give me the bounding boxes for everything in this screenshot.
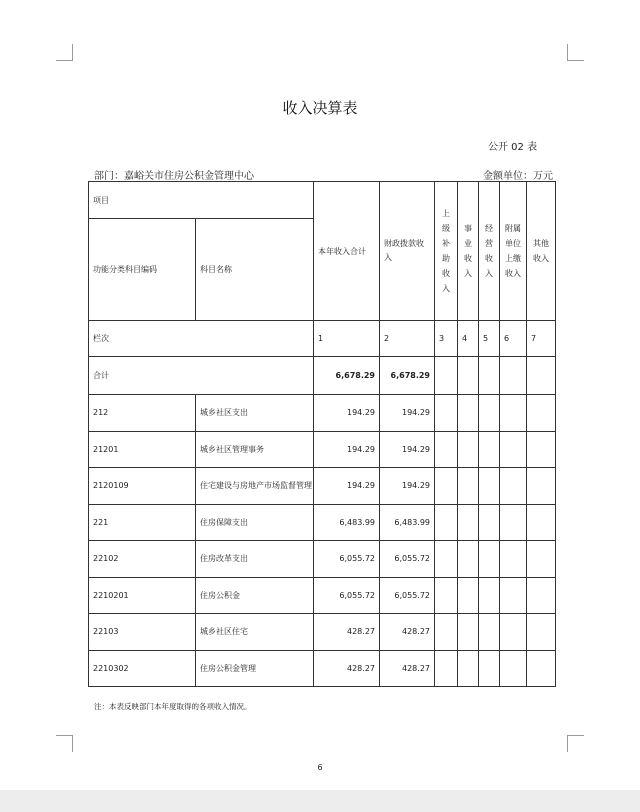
empty-cell [479, 577, 500, 614]
empty-cell [527, 650, 556, 687]
empty-cell [500, 504, 527, 541]
row-subject-name: 城乡社区支出 [196, 395, 314, 432]
total-row [89, 357, 556, 395]
table-note: 注：本表反映部门本年度取得的各项收入情况。 [94, 702, 252, 711]
row-subject-name: 城乡社区住宅 [196, 614, 314, 651]
empty-cell [527, 614, 556, 651]
crop-mark-bottom-left [56, 735, 73, 752]
empty-cell [479, 395, 500, 432]
header-item: 项目 [89, 182, 314, 219]
row-total-income: 194.29 [314, 468, 380, 505]
empty-cell [500, 577, 527, 614]
row-total-income: 194.29 [314, 431, 380, 468]
row-code: 21201 [89, 431, 196, 468]
row-total-income: 6,483.99 [314, 504, 380, 541]
index-col-7: 7 [527, 321, 556, 357]
empty-cell [527, 357, 556, 395]
empty-cell [458, 431, 479, 468]
empty-cell [479, 357, 500, 395]
crop-mark-bottom-right [567, 735, 584, 752]
empty-cell [435, 577, 458, 614]
empty-cell [479, 541, 500, 578]
empty-cell [527, 504, 556, 541]
row-subject-name: 城乡社区管理事务 [196, 431, 314, 468]
row-fiscal-income: 6,055.72 [380, 577, 435, 614]
empty-cell [458, 468, 479, 505]
header-func-code: 功能分类科目编码 [89, 219, 196, 321]
row-total-income: 6,055.72 [314, 541, 380, 578]
row-code: 2210302 [89, 650, 196, 687]
empty-cell [500, 541, 527, 578]
empty-cell [435, 614, 458, 651]
empty-cell [435, 650, 458, 687]
empty-cell [500, 431, 527, 468]
data-rows [89, 395, 556, 687]
row-fiscal-income: 194.29 [380, 468, 435, 505]
table-row [89, 650, 556, 687]
index-col-4: 4 [458, 321, 479, 357]
empty-cell [479, 431, 500, 468]
empty-cell [435, 468, 458, 505]
row-fiscal-income: 194.29 [380, 431, 435, 468]
department-label: 部门：嘉峪关市住房公积金管理中心 [94, 171, 254, 182]
row-total-income: 428.27 [314, 650, 380, 687]
empty-cell [500, 357, 527, 395]
index-col-2: 2 [380, 321, 435, 357]
row-code: 212 [89, 395, 196, 432]
empty-cell [458, 395, 479, 432]
header-operating: 经 营 收 入 [479, 182, 500, 321]
header-fiscal: 财政拨款收入 [380, 182, 435, 321]
index-col-1: 1 [314, 321, 380, 357]
header-other: 其他 收入 [527, 182, 556, 321]
header-affiliated: 附属 单位 上缴 收入 [500, 182, 527, 321]
header-business: 事 业 收 入 [458, 182, 479, 321]
row-fiscal-income: 6,483.99 [380, 504, 435, 541]
row-fiscal-income: 6,055.72 [380, 541, 435, 578]
table-row [89, 468, 556, 505]
empty-cell [479, 468, 500, 505]
empty-cell [458, 357, 479, 395]
crop-mark-top-left [56, 44, 73, 61]
row-subject-name: 住房保障支出 [196, 504, 314, 541]
empty-cell [435, 431, 458, 468]
header-upper-subsidy: 上 级 补 助 收 入 [435, 182, 458, 321]
empty-cell [500, 614, 527, 651]
empty-cell [435, 541, 458, 578]
index-label: 栏次 [89, 321, 314, 357]
index-col-5: 5 [479, 321, 500, 357]
header-subject-name: 科目名称 [196, 219, 314, 321]
row-subject-name: 住宅建设与房地产市场监督管理 [196, 468, 314, 505]
income-table [88, 181, 556, 687]
row-fiscal-income: 428.27 [380, 650, 435, 687]
table-row [89, 395, 556, 432]
empty-cell [479, 504, 500, 541]
empty-cell [500, 650, 527, 687]
empty-cell [458, 614, 479, 651]
row-code: 22103 [89, 614, 196, 651]
row-subject-name: 住房公积金 [196, 577, 314, 614]
table-row [89, 614, 556, 651]
empty-cell [435, 504, 458, 541]
total-fiscal-value: 6,678.29 [380, 357, 435, 395]
table-row [89, 577, 556, 614]
row-total-income: 194.29 [314, 395, 380, 432]
page-number: 6 [317, 763, 323, 772]
empty-cell [500, 468, 527, 505]
table-row [89, 431, 556, 468]
empty-cell [527, 541, 556, 578]
crop-mark-top-right [567, 44, 584, 61]
row-fiscal-income: 428.27 [380, 614, 435, 651]
empty-cell [527, 468, 556, 505]
empty-cell [458, 541, 479, 578]
empty-cell [527, 431, 556, 468]
row-code: 2210201 [89, 577, 196, 614]
total-label: 合计 [89, 357, 314, 395]
table-row [89, 504, 556, 541]
header-row-1 [89, 182, 556, 219]
empty-cell [435, 357, 458, 395]
unit-label: 金额单位：万元 [483, 171, 553, 182]
row-code: 22102 [89, 541, 196, 578]
document-title: 收入决算表 [282, 99, 358, 117]
header-total-income: 本年收入合计 [314, 182, 380, 321]
row-total-income: 428.27 [314, 614, 380, 651]
total-income-value: 6,678.29 [314, 357, 380, 395]
index-col-6: 6 [500, 321, 527, 357]
index-col-3: 3 [435, 321, 458, 357]
empty-cell [527, 577, 556, 614]
row-code: 221 [89, 504, 196, 541]
row-subject-name: 住房公积金管理 [196, 650, 314, 687]
index-row [89, 321, 556, 357]
form-number: 公开 02 表 [488, 142, 538, 153]
empty-cell [458, 504, 479, 541]
row-total-income: 6,055.72 [314, 577, 380, 614]
table-row [89, 541, 556, 578]
empty-cell [479, 614, 500, 651]
empty-cell [458, 577, 479, 614]
row-fiscal-income: 194.29 [380, 395, 435, 432]
empty-cell [435, 395, 458, 432]
row-subject-name: 住房改革支出 [196, 541, 314, 578]
row-code: 2120109 [89, 468, 196, 505]
empty-cell [479, 650, 500, 687]
empty-cell [527, 395, 556, 432]
empty-cell [500, 395, 527, 432]
empty-cell [458, 650, 479, 687]
